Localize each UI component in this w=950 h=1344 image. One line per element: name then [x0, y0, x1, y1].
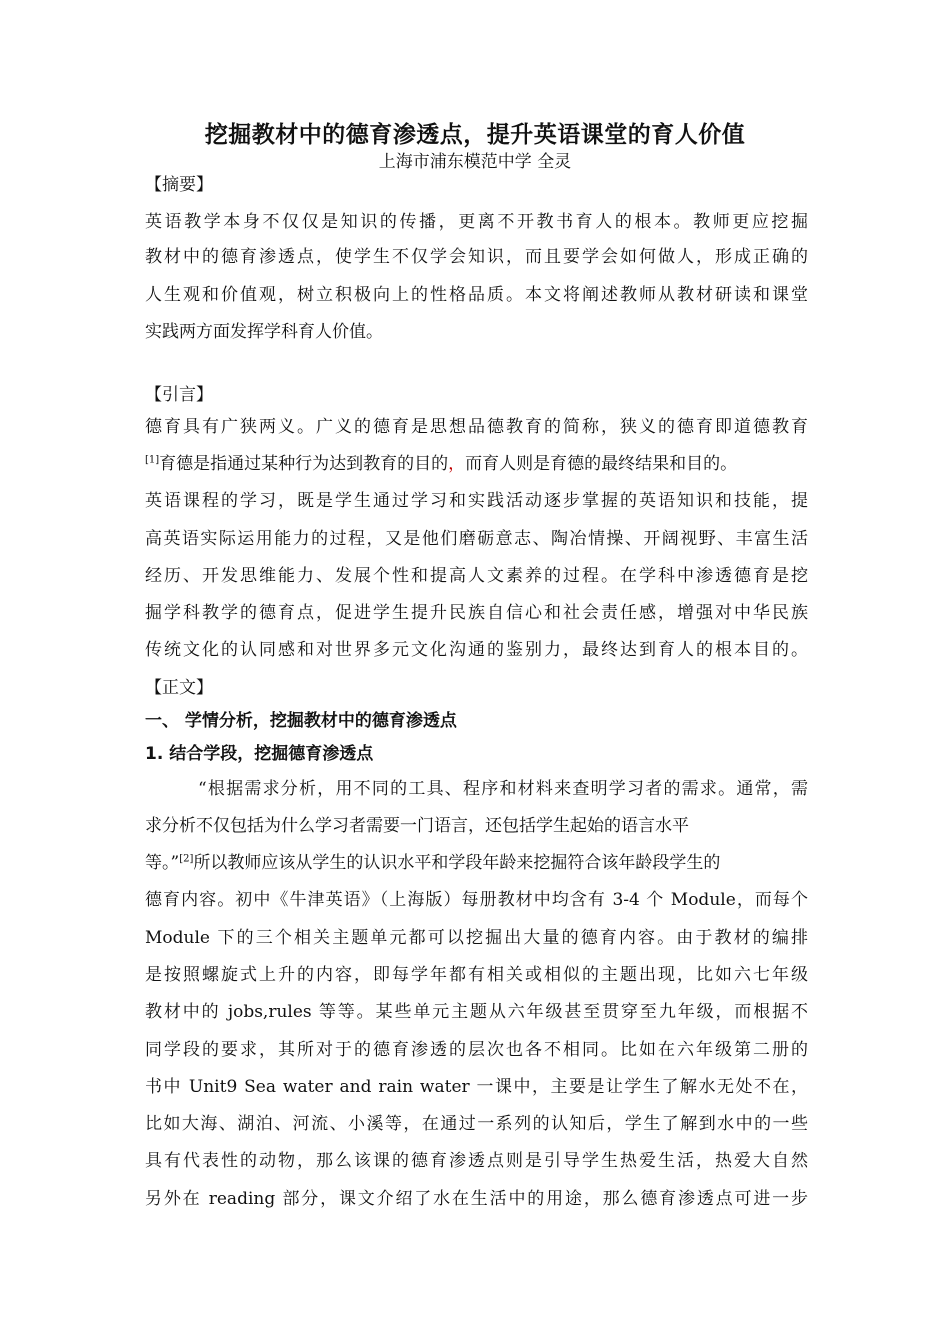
body-line: 德育内容。初中《牛津英语》（上海版）每册教材中均含有 3-4 个 Module，而每个	[145, 890, 808, 910]
body-line: 教材中的 jobs,rules 等等。某些单元主题从六年级甚至贯穿至九年级，而根据不	[145, 1002, 808, 1022]
body-line: 同学段的要求，其所对于的德育渗透的层次也各不相同。比如在六年级第二册的	[145, 1040, 808, 1060]
intro-line: 英语课程的学习，既是学生通过学习和实践活动逐步掌握的英语知识和技能，提	[145, 491, 808, 511]
body-text: 所以教师应该从学生的认识水平和学段年龄来挖掘符合该年龄段学生的	[193, 853, 721, 873]
body-line: 求分析不仅包括为什么学习者需要一门语言，还包括学生起始的语言水平	[145, 816, 689, 836]
body-line: 具有代表性的动物，那么该课的德育渗透点则是引导学生热爱生活，热爱大自然	[145, 1151, 808, 1171]
intro-line: 高英语实际运用能力的过程，又是他们磨砺意志、陶冶情操、开阔视野、丰富生活	[145, 529, 808, 549]
citation-ref: [1]	[145, 454, 160, 466]
body-line: 是按照螺旋式上升的内容，即每学年都有相关或相似的主题出现，比如六七年级	[145, 965, 808, 985]
body-line: 另外在 reading 部分，课文介绍了水在生活中的用途，那么德育渗透点可进一步	[145, 1189, 808, 1209]
body-line: “根据需求分析，用不同的工具、程序和材料来查明学习者的需求。通常，需	[145, 779, 808, 799]
intro-text: 而育人则是育德的最终结果和目的。	[465, 454, 738, 474]
body-line: Module 下的三个相关主题单元都可以挖掘出大量的德育内容。由于教材的编排	[145, 928, 808, 948]
section-heading: 一、 学情分析，挖掘教材中的德育渗透点	[145, 711, 457, 731]
body-line: 书中 Unit9 Sea water and rain water 一课中，主要是让学生了解水无处不在，	[145, 1077, 808, 1097]
intro-text: 育德是指通过某种行为达到教育的目的	[159, 454, 449, 474]
abstract-line: 实践两方面发挥学科育人价值。	[145, 322, 383, 342]
abstract-line: 英语教学本身不仅仅是知识的传播，更离不开教书育人的根本。教师更应挖掘	[145, 212, 808, 232]
intro-line: 传统文化的认同感和对世界多元文化沟通的鉴别力，最终达到育人的根本目的。	[145, 640, 808, 660]
intro-line: 掘学科教学的德育点，促进学生提升民族自信心和社会责任感，增强对中华民族	[145, 603, 808, 623]
abstract-heading: 【摘要】	[145, 175, 213, 195]
subsection-heading: 1. 结合学段，挖掘德育渗透点	[145, 744, 374, 764]
author-line: 上海市浦东模范中学 全灵	[378, 152, 572, 172]
intro-comma: ，	[448, 454, 466, 474]
intro-heading: 【引言】	[145, 385, 213, 405]
body-text: 等。”	[145, 853, 180, 873]
intro-line-with-citation	[145, 452, 737, 476]
intro-line: 经历、开发思维能力、发展个性和提高人文素养的过程。在学科中渗透德育是挖	[145, 566, 808, 586]
body-heading: 【正文】	[145, 678, 213, 698]
abstract-line: 人生观和价值观，树立积极向上的性格品质。本文将阐述教师从教材研读和课堂	[145, 285, 808, 305]
body-line-with-citation	[145, 851, 720, 875]
citation-ref: [2]	[179, 853, 194, 865]
abstract-line: 教材中的德育渗透点，使学生不仅学会知识，而且要学会如何做人，形成正确的	[145, 247, 808, 267]
body-line: 比如大海、湖泊、河流、小溪等，在通过一系列的认知后，学生了解到水中的一些	[145, 1114, 808, 1134]
intro-line: 德育具有广狭两义。广义的德育是思想品德教育的简称，狭义的德育即道德教育	[145, 417, 808, 437]
document-title: 挖掘教材中的德育渗透点，提升英语课堂的育人价值	[204, 121, 746, 148]
